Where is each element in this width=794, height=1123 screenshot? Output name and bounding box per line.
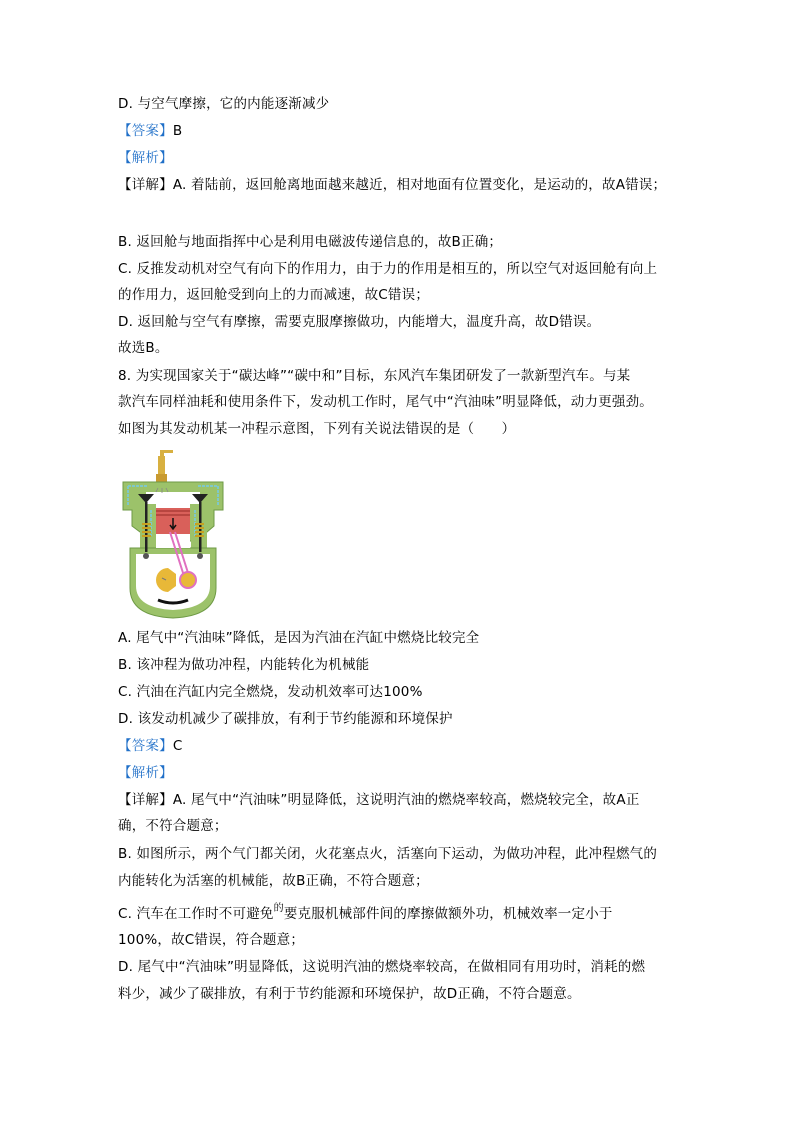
q7-detail-c-2: 的作用力，返回舱受到向上的力而减速，故C错误；: [118, 287, 430, 303]
q8-stem-3: 如图为其发动机某一冲程示意图，下列有关说法错误的是（ ）: [118, 421, 516, 437]
answer-label: 【答案】: [118, 738, 173, 754]
q7-detail-a: [118, 176, 666, 194]
q7-detail-b: B. 返回舱与地面指挥中心是利用电磁波传递信息的，故B正确；: [118, 234, 503, 250]
q8-detail-a-2: 确，不符合题意；: [118, 818, 228, 834]
q8-option-d: D. 该发动机减少了碳排放，有利于节约能源和环境保护: [118, 711, 453, 727]
q7-detail-c-1: C. 反推发动机对空气有向下的作用力，由于力的作用是相互的，所以空气对返回舱有向上: [118, 261, 658, 277]
q8-option-c: C. 汽油在汽缸内完全燃烧，发动机效率可达100%: [118, 684, 423, 700]
q7-answer: [118, 122, 182, 140]
q8-answer: [118, 737, 182, 755]
q8-detail-b-1: B. 如图所示，两个气门都关闭，火花塞点火，活塞向下运动，为做功冲程，此冲程燃气的: [118, 846, 658, 862]
detail-text: 要克服机械部件间的摩擦做额外功，机械效率一定小于: [283, 906, 613, 922]
q8-stem-2: 款汽车同样油耗和使用条件下，发动机工作时，尾气中“汽油味”明显降低，动力更强劲。: [118, 394, 653, 410]
q7-detail-d: D. 返回舱与空气有摩擦，需要克服摩擦做功，内能增大，温度升高，故D错误。: [118, 314, 601, 330]
spark-plug-icon: [156, 450, 173, 482]
detail-text: C. 汽车在工作时不可避免: [118, 906, 274, 922]
q8-detail-c-2: 100%，故C错误，符合题意；: [118, 932, 305, 948]
q8-detail-b-2: 内能转化为活塞的机械能，故B正确，不符合题意；: [118, 873, 429, 889]
q7-analysis-label: 【解析】: [118, 150, 173, 166]
piston-icon: [156, 508, 190, 534]
detail-text: A. 着陆前，返回舱离地面越来越近，相对地面有位置变化，是运动的，故A错误；: [172, 177, 667, 193]
superscript-char: 的: [273, 903, 284, 914]
detail-label: 【详解】: [118, 792, 173, 808]
detail-text: A. 尾气中“汽油味”明显降低，这说明汽油的燃烧率较高，燃烧较完全，故A正: [172, 792, 640, 808]
q8-detail-c-1: [118, 905, 613, 925]
engine-stroke-diagram: [118, 448, 228, 620]
q8-detail-d-1: D. 尾气中“汽油味”明显降低，这说明汽油的燃烧率较高，在做相同有用功时，消耗的燃: [118, 959, 646, 975]
q8-option-b: B. 该冲程为做功冲程，内能转化为机械能: [118, 657, 370, 673]
detail-label: 【详解】: [118, 177, 173, 193]
answer-value: C: [172, 738, 183, 754]
q7-option-d: D. 与空气摩擦，它的内能逐渐减少: [118, 96, 330, 112]
q8-detail-a-1: [118, 791, 640, 809]
answer-value: B: [172, 123, 183, 139]
q8-detail-d-2: 料少，减少了碳排放，有利于节约能源和环境保护，故D正确，不符合题意。: [118, 986, 581, 1002]
answer-label: 【答案】: [118, 123, 173, 139]
q8-stem-1: 8. 为实现国家关于“碳达峰”“碳中和”目标，东风汽车集团研发了一款新型汽车。与某: [118, 368, 631, 384]
q8-analysis-label: 【解析】: [118, 765, 173, 781]
q7-conclusion: 故选B。: [118, 340, 169, 356]
q8-option-a: A. 尾气中“汽油味”降低，是因为汽油在汽缸中燃烧比较完全: [118, 630, 480, 646]
